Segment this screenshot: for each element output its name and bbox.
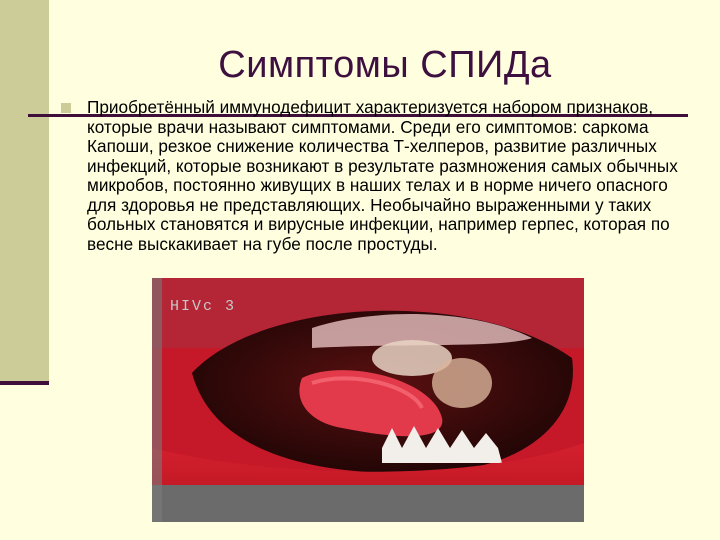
slide-body-text: Приобретённый иммунодефицит характеризуется набором признаков, которые врачи называют симптомами. Среди его симптомов: саркома Капоши, резкое снижение количества Т-хелперов, развитие различных инфекций, которые возникают в результате размножения самых обычных микробов, постоянно живущих в наших телах и в норме ничего опасного для здоровья не представляющих. Необычайно выраженными у таких больных становятся и вирусные инфекции, например герпес, которая по весне выскакивает на губе после простуды. (87, 97, 678, 254)
photo-caption: HIVc 3 (170, 298, 237, 315)
slide-title: Симптомы СПИДа (218, 44, 552, 86)
clinical-photo (152, 278, 584, 522)
left-accent-band (0, 0, 49, 385)
bullet-square-icon (61, 103, 71, 113)
left-accent-rule (0, 381, 49, 385)
